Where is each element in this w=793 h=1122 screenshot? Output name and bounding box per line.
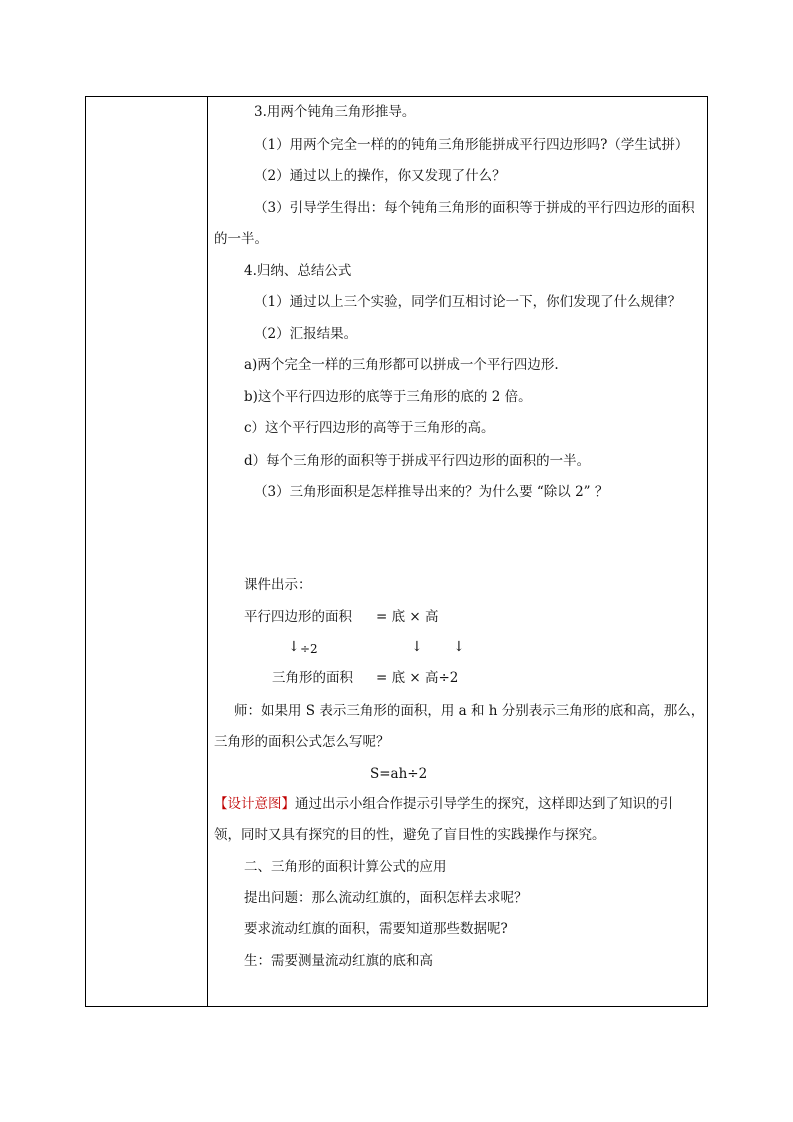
text-line: 要求流动红旗的面积，需要知道那些数据呢?	[244, 921, 508, 937]
teacher-question-line1: 师：如果用 S 表示三角形的面积，用 a 和 h 分别表示三角形的底和高，那么，	[234, 703, 705, 719]
text-line: 提出问题：那么流动红旗的，面积怎样去求呢？	[244, 890, 528, 906]
section-heading: 二、三角形的面积计算公式的应用	[244, 859, 447, 875]
text-line: 的一半。	[214, 231, 268, 247]
divide-two-label: ÷2	[300, 642, 318, 656]
arrow-down-icon: ↓	[288, 639, 300, 655]
text-line: 课件出示：	[244, 577, 312, 593]
text-line: （2）通过以上的操作，你又发现了什么？	[254, 168, 506, 184]
text-line: a)两个完全一样的三角形都可以拼成一个平行四边形.	[244, 357, 559, 373]
formula-triangle-label: 三角形的面积	[272, 670, 353, 686]
text-line: （1）通过以上三个实验，同学们互相讨论一下，你们发现了什么规律？	[254, 294, 682, 310]
text-line: （1）用两个完全一样的的钝角三角形能拼成平行四边形吗?（学生试拼）	[254, 137, 689, 153]
design-intent-line1	[214, 795, 673, 813]
lesson-table	[85, 96, 708, 1007]
design-intent-text: 通过出示小组合作提示引导学生的探究，这样即达到了知识的引	[295, 796, 673, 812]
text-line: c）这个平行四边形的高等于三角形的高。	[244, 420, 495, 436]
text-line: 生：需要测量流动红旗的底和高	[244, 953, 433, 969]
text-line: 4.归纳、总结公式	[244, 263, 352, 279]
text-line: （2）汇报结果。	[254, 326, 358, 342]
text-line: b)这个平行四边形的底等于三角形的底的 2 倍。	[244, 389, 532, 405]
formula-parallelogram-rhs: = 底 × 高	[376, 609, 439, 625]
text-line: （3）三角形面积是怎样推导出来的？为什么要 “除以 2” ？	[254, 484, 609, 500]
text-line: d）每个三角形的面积等于拼成平行四边形的面积的一半。	[244, 453, 591, 469]
formula-triangle-rhs: = 底 × 高÷2	[376, 670, 459, 686]
text-line: 3.用两个钝角三角形推导。	[254, 104, 416, 120]
arrow-down-icon: ↓	[411, 639, 423, 655]
arrow-down-icon: ↓	[453, 639, 465, 655]
teacher-question-line2: 三角形的面积公式怎么写呢？	[214, 734, 390, 750]
column-divider	[207, 97, 208, 1006]
area-formula: S=ah÷2	[370, 766, 428, 782]
design-intent-line2: 领，同时又具有探究的目的性，避免了盲目性的实践操作与探究。	[214, 827, 606, 843]
design-intent-tag: 【设计意图】	[214, 796, 295, 812]
formula-parallelogram-label: 平行四边形的面积	[244, 609, 352, 625]
text-line: （3）引导学生得出：每个钝角三角形的面积等于拼成的平行四边形的面积	[254, 200, 695, 216]
